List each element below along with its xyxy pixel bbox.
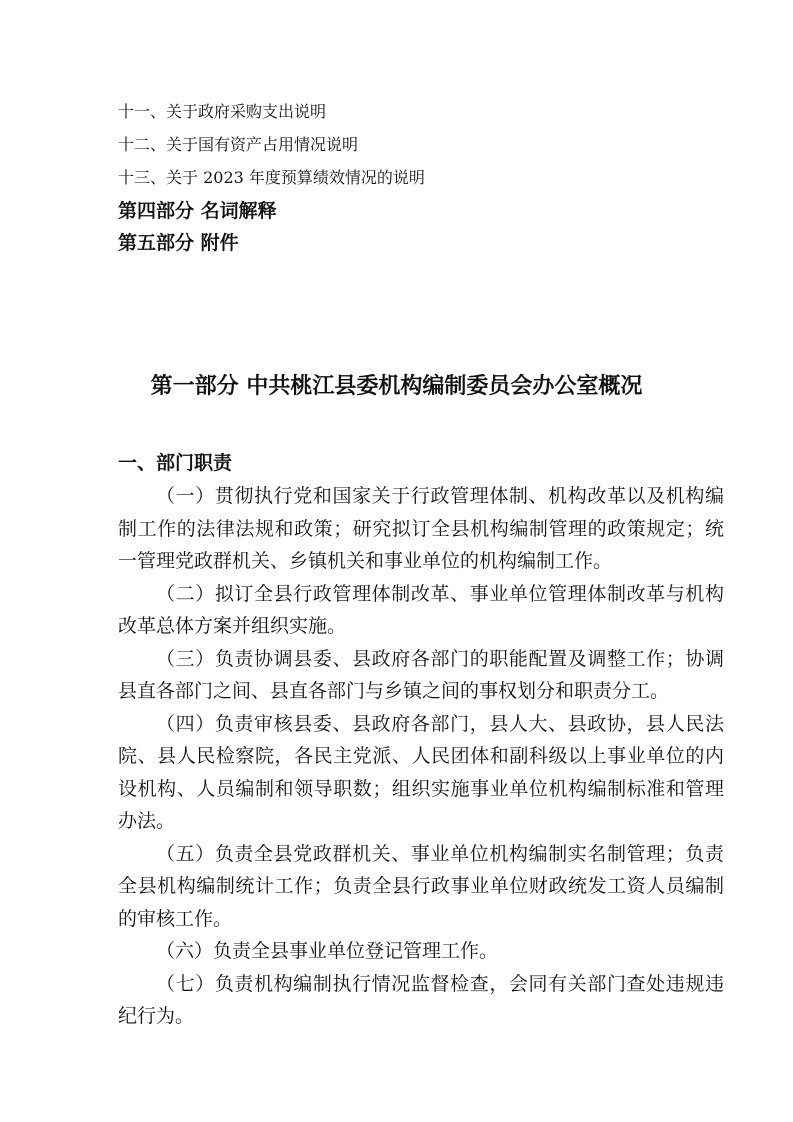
section-body <box>118 480 724 1033</box>
duty-paragraph-6: （六）负责全县事业单位登记管理工作。 <box>156 940 499 962</box>
duty-paragraph-7: （七）负责机构编制执行情况监督检查，会同有关部门查处违规违纪行为。 <box>118 972 724 1027</box>
section-heading: 一、部门职责 <box>118 452 233 474</box>
part-one-title: 第一部分 中共桃江县委机构编制委员会办公室概况 <box>150 374 643 399</box>
duty-paragraph-2: （二）拟订全县行政管理体制改革、事业单位管理体制改革与机构改革总体方案并组织实施。 <box>118 582 724 637</box>
duty-paragraph-3: （三）负责协调县委、县政府各部门的职能配置及调整工作；协调县直各部门之间、县直各部门与乡镇之间的事权划分和职责分工。 <box>118 647 724 702</box>
toc-item-12: 十二、关于国有资产占用情况说明 <box>118 135 359 154</box>
toc-part-5: 第五部分 附件 <box>118 232 239 254</box>
duty-paragraph-5: （五）负责全县党政群机关、事业单位机构编制实名制管理；负责全县机构编制统计工作；负责全县行政事业单位财政统发工资人员编制的审核工作。 <box>118 842 724 930</box>
toc-part-4: 第四部分 名词解释 <box>118 200 277 222</box>
duty-paragraph-1: （一）贯彻执行党和国家关于行政管理体制、机构改革以及机构编制工作的法律法规和政策；研究拟订全县机构编制管理的政策规定；统一管理党政群机关、乡镇机关和事业单位的机构编制工作。 <box>118 485 724 572</box>
toc-item-13: 十三、关于 2023 年度预算绩效情况的说明 <box>118 168 425 187</box>
duty-paragraph-4: （四）负责审核县委、县政府各部门，县人大、县政协，县人民法院、县人民检察院，各民主党派、人民团体和副科级以上事业单位的内设机构、人员编制和领导职数；组织实施事业单位机构编制标准和管理办法。 <box>118 712 724 832</box>
toc-item-11: 十一、关于政府采购支出说明 <box>118 102 327 121</box>
